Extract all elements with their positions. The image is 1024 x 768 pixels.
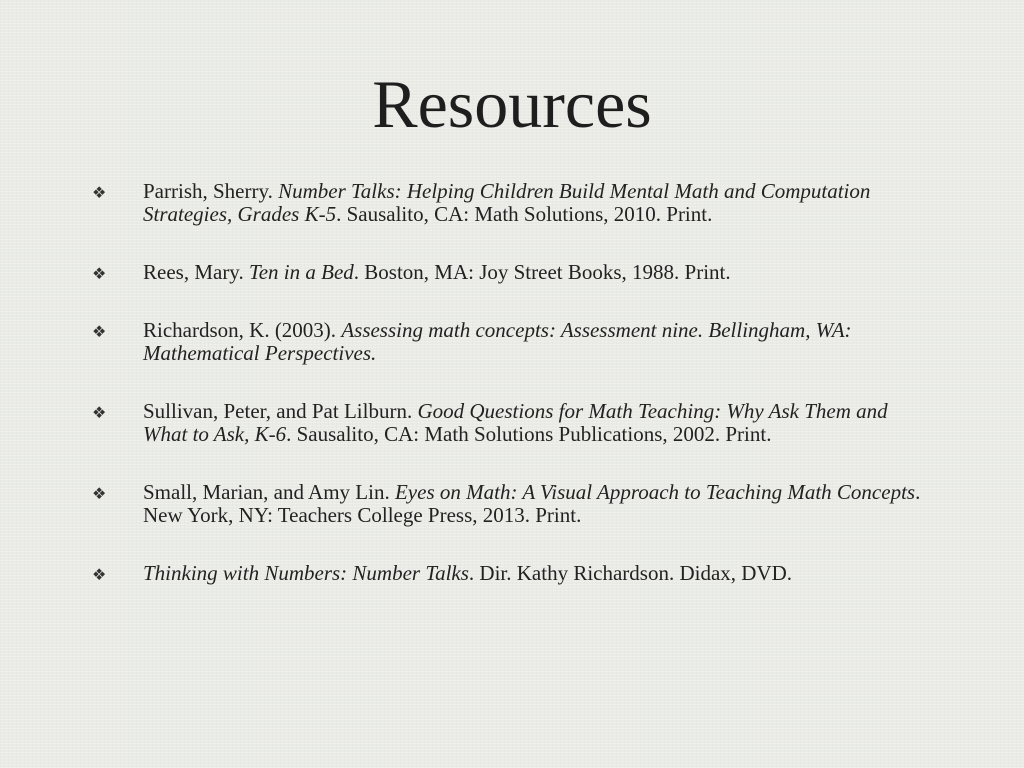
reference-item (92, 180, 922, 226)
reference-work-title: Thinking with Numbers: Number Talks (143, 561, 469, 585)
reference-item (92, 319, 922, 365)
reference-publication: . Sausalito, CA: Math Solutions, 2010. Print. (336, 202, 713, 226)
reference-author: Sullivan, Peter, and Pat Lilburn. (143, 399, 418, 423)
reference-text (143, 180, 922, 226)
reference-publication: . Sausalito, CA: Math Solutions Publications, 2002. Print. (286, 422, 772, 446)
slide-title: Resources (372, 66, 652, 142)
reference-author: Rees, Mary. (143, 260, 249, 284)
reference-text (143, 481, 922, 527)
reference-list (92, 180, 922, 620)
reference-text (143, 400, 922, 446)
reference-publication: . Boston, MA: Joy Street Books, 1988. Print. (353, 260, 731, 284)
reference-work-title: Eyes on Math: A Visual Approach to Teaching Math Concepts (394, 480, 916, 504)
diamond-bullet-icon: ❖ (92, 484, 107, 503)
reference-text (143, 562, 922, 585)
reference-author: Parrish, Sherry. (143, 179, 279, 203)
reference-item (92, 261, 922, 284)
reference-text (143, 319, 922, 365)
reference-work-title: Number Talks: Helping Children Build Mental Math and Computation Strategies, Grades K-5 (143, 179, 871, 226)
diamond-bullet-icon: ❖ (92, 565, 107, 584)
reference-publication: . Dir. Kathy Richardson. Didax, DVD. (468, 561, 793, 585)
reference-item (92, 481, 922, 527)
reference-work-title: Good Questions for Math Teaching: Why Ask Them and What to Ask, K-6 (143, 399, 888, 446)
reference-author: Small, Marian, and Amy Lin. (143, 480, 395, 504)
diamond-bullet-icon: ❖ (92, 183, 107, 202)
reference-author: Richardson, K. (2003). (143, 318, 342, 342)
reference-publication: . New York, NY: Teachers College Press, 2013. Print. (143, 480, 921, 527)
reference-text (143, 261, 922, 284)
reference-item (92, 400, 922, 446)
diamond-bullet-icon: ❖ (92, 322, 107, 341)
reference-work-title: Assessing math concepts: Assessment nine. Bellingham, WA: Mathematical Perspectives. (143, 318, 852, 365)
reference-work-title: Ten in a Bed (248, 260, 354, 284)
diamond-bullet-icon: ❖ (92, 264, 107, 283)
reference-item (92, 562, 922, 585)
diamond-bullet-icon: ❖ (92, 403, 107, 422)
